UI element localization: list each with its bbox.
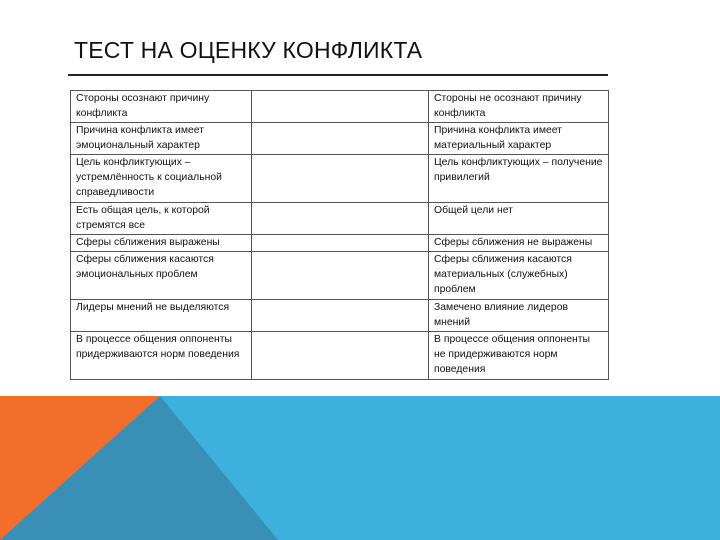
- decorative-footer-shapes: [0, 396, 720, 540]
- table-row: [71, 203, 609, 235]
- table-cell-right: Замечено влияние лидеров мнений: [429, 300, 609, 332]
- table-cell-middle: [252, 203, 429, 235]
- table-cell-left: Цель конфликтующих – устремлённость к социальной справедливости: [71, 155, 252, 203]
- table-row: [71, 123, 609, 155]
- table-cell-right: Общей цели нет: [429, 203, 609, 235]
- table-cell-left: Причина конфликта имеет эмоциональный характер: [71, 123, 252, 155]
- table-cell-left: Стороны осознают причину конфликта: [71, 91, 252, 123]
- table-row: [71, 91, 609, 123]
- table-cell-right: Цель конфликтующих – получение привилегий: [429, 155, 609, 203]
- table-cell-middle: [252, 123, 429, 155]
- table-cell-right: Причина конфликта имеет материальный характер: [429, 123, 609, 155]
- table-cell-right: Сферы сближения касаются материальных (служебных) проблем: [429, 252, 609, 300]
- table-cell-left: В процессе общения оппоненты придерживаются норм поведения: [71, 332, 252, 380]
- table-cell-middle: [252, 300, 429, 332]
- table-row: [71, 235, 609, 252]
- table-cell-left: Сферы сближения выражены: [71, 235, 252, 252]
- table-cell-left: Сферы сближения касаются эмоциональных проблем: [71, 252, 252, 300]
- table-row: [71, 252, 609, 300]
- table-cell-middle: [252, 235, 429, 252]
- table-row: [71, 155, 609, 203]
- table-cell-middle: [252, 155, 429, 203]
- table-cell-left: Есть общая цель, к которой стремятся все: [71, 203, 252, 235]
- conflict-assessment-table: [70, 90, 609, 380]
- table-row: [71, 300, 609, 332]
- title-underline: [68, 74, 608, 76]
- table-cell-middle: [252, 91, 429, 123]
- table-cell-middle: [252, 252, 429, 300]
- table-cell-right: Сферы сближения не выражены: [429, 235, 609, 252]
- table-cell-left: Лидеры мнений не выделяются: [71, 300, 252, 332]
- slide-title: ТЕСТ НА ОЦЕНКУ КОНФЛИКТА: [74, 37, 423, 63]
- table-row: [71, 332, 609, 380]
- table-cell-right: Стороны не осознают причину конфликта: [429, 91, 609, 123]
- table-cell-right: В процессе общения оппоненты не придерживаются норм поведения: [429, 332, 609, 380]
- table-cell-middle: [252, 332, 429, 380]
